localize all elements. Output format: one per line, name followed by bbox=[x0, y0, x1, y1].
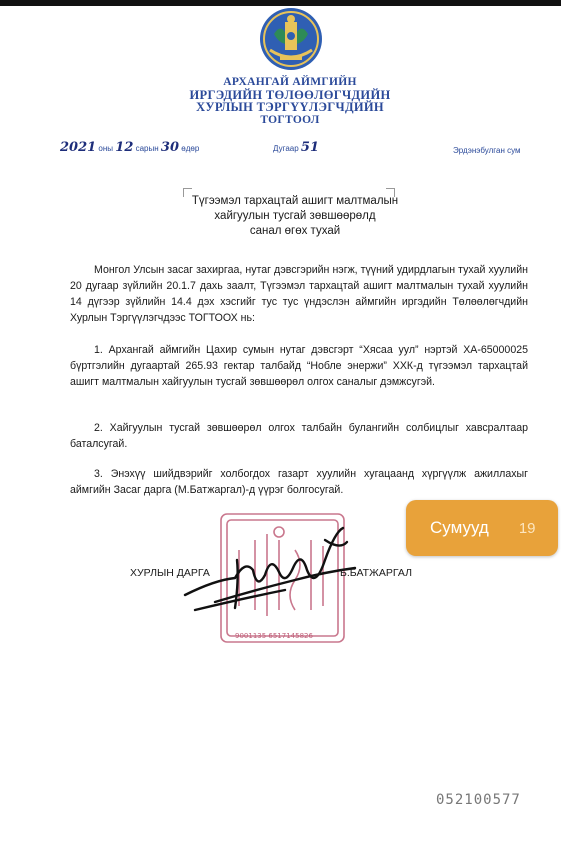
intro-paragraph: Монгол Улсын засаг захиргаа, нутаг дэвсгэрийн нэгж, түүний удирдлагын тухай хуулийн 20 дугаар зүйлийн 20.1.7 дахь заалт, Түгээмэл тархацтай ашигт малтмалын тухай хуулийн 14 дүгээр зүйлийн 14.4 дэх хэсгийг тус тус үндэслэн аймгийн иргэдийн Төлөөлөгчдийн Хурлын Тэргүүлэгчдээс ТОГТООХ нь: bbox=[70, 264, 528, 324]
badge-label: Сумууд bbox=[430, 518, 489, 537]
state-emblem-icon bbox=[258, 6, 324, 72]
document-number-handwritten: 51 bbox=[300, 140, 320, 155]
header-line-3: ХУРЛЫН ТЭРГҮҮЛЭГЧДИЙН bbox=[196, 100, 384, 114]
number-label: Дугаар bbox=[273, 144, 299, 153]
resolution-item-3: 3. Энэхүү шийдвэрийг холбогдох газарт хуулийн хугацаанд хүргүүлж ажиллахыг аймгийн Засаг дарга (М.Батжаргал)-д үүрэг болгосугай. bbox=[70, 468, 528, 496]
document-serial: 052100577 bbox=[436, 792, 521, 808]
header-line-2: ИРГЭДИЙН ТӨЛӨӨЛӨГЧДИЙН bbox=[189, 87, 391, 102]
day: 30 bbox=[160, 140, 180, 155]
stamp-code: 9001135 6517145826 bbox=[235, 632, 313, 640]
place: Эрдэнэбулган сум bbox=[453, 146, 521, 155]
issuer-header bbox=[150, 76, 430, 126]
resolution-item-2: 2. Хайгуулын тусгай зөвшөөрөл олгох талбайн булангийн солбицлыг хавсралтаар баталсугай. bbox=[70, 422, 528, 450]
header-line-1: АРХАНГАЙ АЙМГИЙН bbox=[223, 76, 357, 88]
year: 2021 bbox=[60, 140, 97, 155]
title-line-3: санал өгөх тухай bbox=[249, 225, 341, 237]
badge-count: 19 bbox=[518, 519, 536, 537]
resolution-item-1: 1. Архангай аймгийн Цахир сумын нутаг дэвсгэрт “Хясаа уул” нэртэй ХА-65000025 бүртгэлийн дугаартай 265.93 гектар талбайд “Нобле энержи” ХХК-д түгээмэл тархацтай ашигт малтмалын хайгуулын тусгай зөвшөөрөл олгох саналыг дэмжсугэй. bbox=[70, 344, 528, 388]
signatory-position: ХУРЛЫН ДАРГА bbox=[130, 567, 210, 579]
month: 12 bbox=[115, 140, 134, 155]
title-line-2: хайгуулын тусгай зөвшөөрөлд bbox=[214, 210, 376, 222]
document-title bbox=[150, 194, 440, 239]
title-line-1: Түгээмэл тархацтай ашигт малтмалын bbox=[191, 195, 399, 207]
signatory-name: Б.БАТЖАРГАЛ bbox=[340, 567, 412, 579]
header-line-4: ТОГТООЛ bbox=[260, 113, 320, 126]
date-line bbox=[60, 140, 199, 155]
number-line bbox=[273, 140, 319, 155]
day-suffix: өдөр bbox=[181, 144, 200, 153]
month-suffix: сарын bbox=[135, 144, 159, 153]
year-suffix: оны bbox=[98, 144, 114, 153]
sumuud-badge[interactable] bbox=[406, 500, 558, 556]
